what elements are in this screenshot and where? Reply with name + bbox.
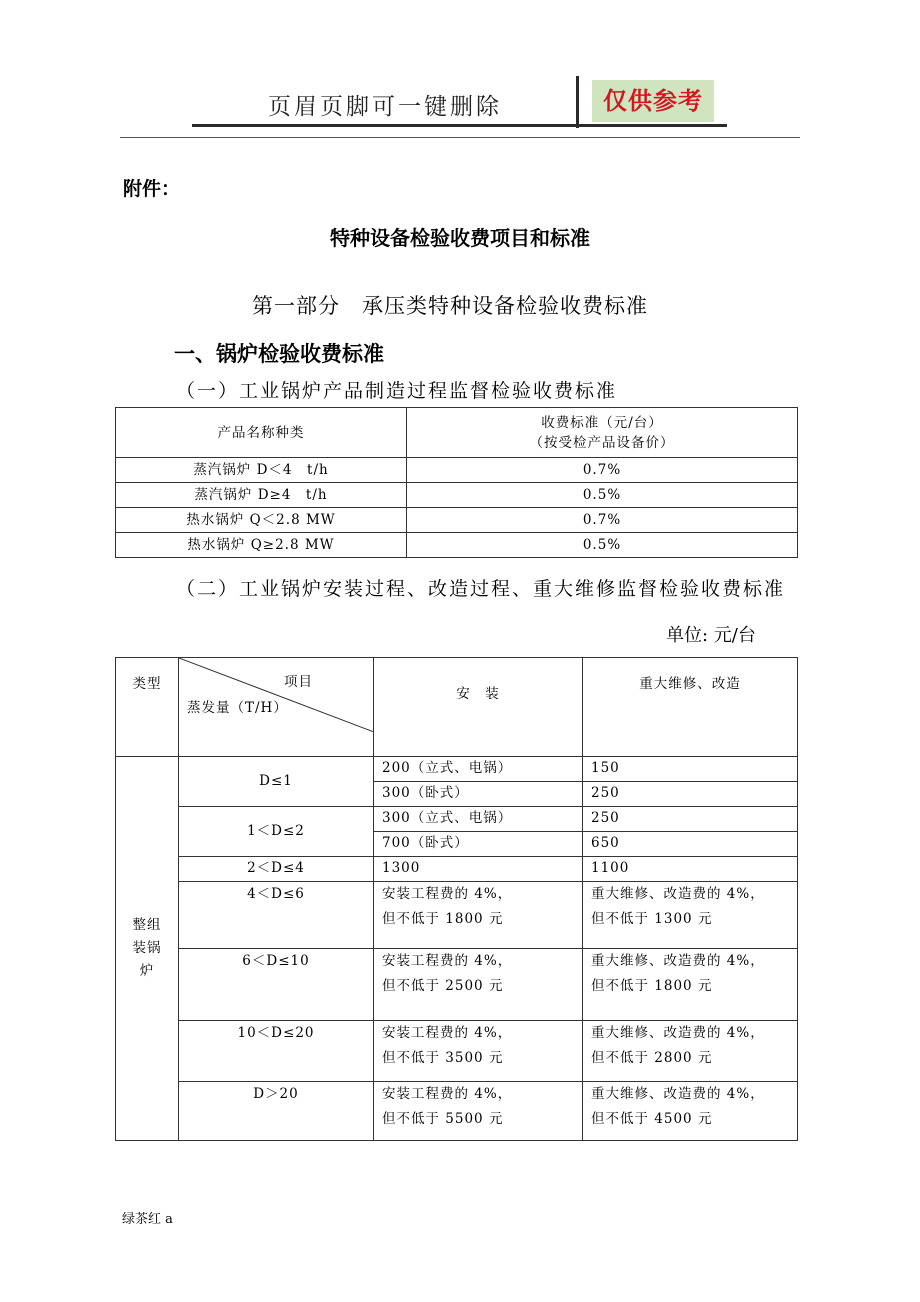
table-row [116, 1082, 798, 1141]
header-divider [576, 76, 579, 128]
install-fee: 200（立式、电锅） [374, 757, 583, 782]
repair-fee-line2: 但不低于 4500 元 [591, 1111, 713, 1127]
install-fee-line2: 但不低于 2500 元 [382, 978, 504, 994]
col-header-product: 产品名称种类 [116, 408, 407, 458]
range-cell: 1＜D≤2 [179, 807, 374, 857]
part-title: 第一部分 承压类特种设备检验收费标准 [252, 294, 648, 318]
col-header-fee [407, 408, 798, 458]
header-underline [192, 124, 727, 127]
col-header-item: 项目 [284, 674, 313, 690]
product-name: 热水锅炉 Q≥2.8 MW [116, 533, 407, 558]
document-title: 特种设备检验收费项目和标准 [330, 226, 590, 250]
table-row [116, 508, 798, 533]
manufacturing-fee-table [115, 407, 798, 558]
fee-rate: 0.7% [407, 458, 798, 483]
repair-fee-line2: 但不低于 2800 元 [591, 1050, 713, 1066]
reference-stamp: 仅供参考 [592, 80, 714, 122]
table-row [116, 882, 798, 949]
product-name: 热水锅炉 Q＜2.8 MW [116, 508, 407, 533]
install-fee: 700（卧式） [374, 832, 583, 857]
range-cell: 2＜D≤4 [179, 857, 374, 882]
table-row [116, 483, 798, 508]
range-cell: 4＜D≤6 [179, 882, 374, 949]
repair-fee-line1: 重大维修、改造费的 4%， [591, 886, 765, 902]
type-label: 整组装锅炉 [132, 917, 162, 979]
range-cell: D≤1 [179, 757, 374, 807]
repair-fee-line1: 重大维修、改造费的 4%， [591, 1086, 765, 1102]
row-header-evaporation: 蒸发量（T/H） [187, 700, 288, 716]
table-header-row [116, 408, 798, 458]
install-fee-line2: 但不低于 1800 元 [382, 911, 504, 927]
product-name: 蒸汽锅炉 D≥4 t/h [116, 483, 407, 508]
repair-fee: 1100 [583, 857, 798, 882]
col-header-install: 安 装 [374, 658, 583, 757]
fee-rate: 0.5% [407, 483, 798, 508]
table-row [116, 949, 798, 1021]
col-header-repair: 重大维修、改造 [583, 658, 798, 757]
repair-fee-line1: 重大维修、改造费的 4%， [591, 1025, 765, 1041]
unit-label: 单位: 元/台 [666, 625, 756, 646]
table-header-row [116, 658, 798, 757]
table-row [116, 857, 798, 882]
range-cell: D＞20 [179, 1082, 374, 1141]
install-fee-line2: 但不低于 3500 元 [382, 1050, 504, 1066]
product-name: 蒸汽锅炉 D＜4 t/h [116, 458, 407, 483]
repair-fee: 150 [583, 757, 798, 782]
repair-fee: 650 [583, 832, 798, 857]
table-row [116, 533, 798, 558]
col-header-type: 类型 [116, 658, 179, 757]
header-text: 页眉页脚可一键删除 [268, 94, 502, 120]
range-cell: 10＜D≤20 [179, 1021, 374, 1082]
table-row [116, 1021, 798, 1082]
repair-fee [583, 1021, 798, 1082]
fee-header-line2: （按受检产品设备价） [529, 434, 675, 451]
section-title: 一、锅炉检验收费标准 [174, 342, 384, 366]
fee-rate: 0.5% [407, 533, 798, 558]
repair-fee-line1: 重大维修、改造费的 4%， [591, 953, 765, 969]
repair-fee-line2: 但不低于 1300 元 [591, 911, 713, 927]
diagonal-header-cell [179, 658, 374, 757]
table-row [116, 757, 798, 782]
fee-header-line1: 收费标准（元/台） [541, 414, 663, 431]
install-fee: 300（立式、电锅） [374, 807, 583, 832]
install-fee [374, 1082, 583, 1141]
repair-fee [583, 1082, 798, 1141]
install-fee: 1300 [374, 857, 583, 882]
install-fee-line1: 安装工程费的 4%， [382, 1025, 513, 1041]
repair-fee: 250 [583, 807, 798, 832]
install-fee-line1: 安装工程费的 4%， [382, 953, 513, 969]
install-fee-line1: 安装工程费的 4%， [382, 1086, 513, 1102]
attachment-label: 附件： [123, 178, 181, 200]
install-fee [374, 1021, 583, 1082]
install-fee [374, 882, 583, 949]
footer-text: 绿茶红 a [122, 1212, 173, 1227]
subsection-title-1: （一）工业锅炉产品制造过程监督检验收费标准 [176, 380, 618, 402]
subsection-title-2: （二）工业锅炉安装过程、改造过程、重大维修监督检验收费标准 [176, 578, 786, 600]
header-rule [120, 137, 800, 138]
repair-fee: 250 [583, 782, 798, 807]
fee-rate: 0.7% [407, 508, 798, 533]
type-cell [116, 757, 179, 1141]
install-fee: 300（卧式） [374, 782, 583, 807]
install-fee-line1: 安装工程费的 4%， [382, 886, 513, 902]
table-row [116, 807, 798, 832]
repair-fee [583, 882, 798, 949]
install-fee-line2: 但不低于 5500 元 [382, 1111, 504, 1127]
install-fee [374, 949, 583, 1021]
table-row [116, 458, 798, 483]
repair-fee [583, 949, 798, 1021]
installation-fee-table [115, 657, 798, 1141]
range-cell: 6＜D≤10 [179, 949, 374, 1021]
repair-fee-line2: 但不低于 1800 元 [591, 978, 713, 994]
